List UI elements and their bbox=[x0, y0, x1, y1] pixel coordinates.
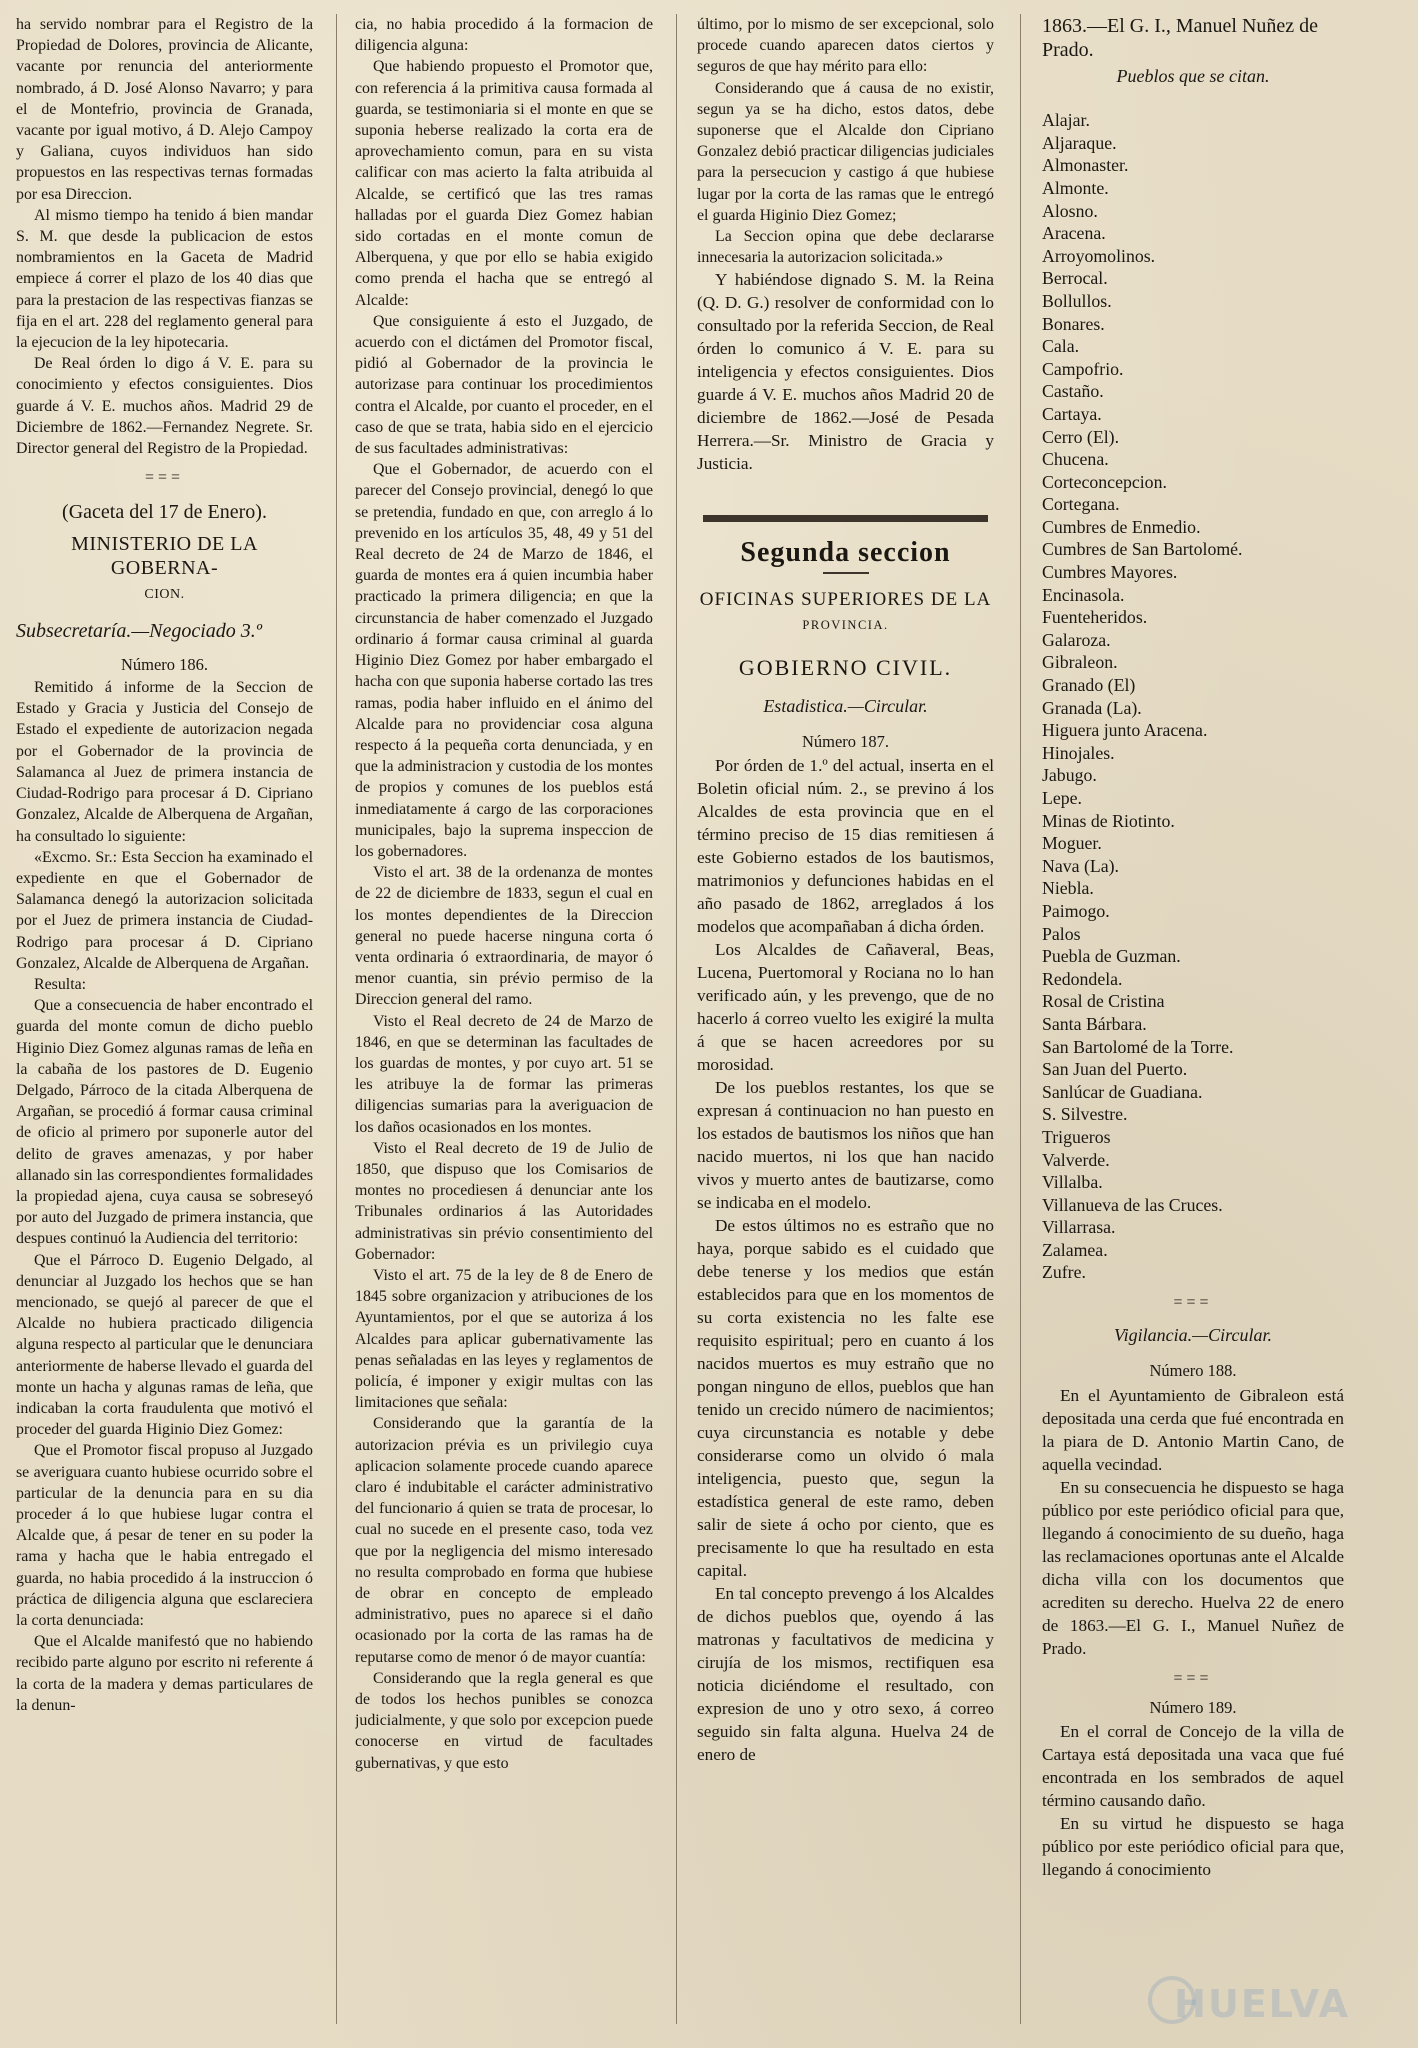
paragraph: ha servido nombrar para el Registro de la Propiedad de Dolores, provincia de Alicante, vacante por renuncia del anteriormente nombrado, á D. José Alonso Navarro; y para el de Montefrio, provincia de Granada, vacante por igual motivo, á D. Alejo Campoy y Galiana, cuyos individuos han sido propuestos en las respectivas ternas formadas por esa Direccion. bbox=[16, 16, 313, 203]
paragraph: De Real órden lo digo á V. E. para su conocimiento y efectos consiguientes. Dios guarde á V. E. muchos años. Madrid 29 de Diciembre de 1862.—Fernandez Negrete. Sr. Director general del Registro de la Propiedad. bbox=[16, 355, 313, 458]
paragraph: Por órden de 1.º del actual, inserta en el Boletin oficial núm. 2., se previno á los Alcaldes de esta provincia que en el término preciso de 15 dias remitiesen á este Gobierno estados de los bautismos, matrimonios y defunciones habidas en el año pasado de 1862, arreglados á los modelos que acompañaban á dicha órden. bbox=[697, 756, 994, 937]
column-divider bbox=[676, 14, 677, 2024]
town-item: Palos bbox=[1042, 923, 1081, 944]
ministry-heading-line2: CION. bbox=[144, 586, 185, 602]
town-item: Castaño. bbox=[1042, 381, 1104, 402]
town-item: Berrocal. bbox=[1042, 268, 1108, 289]
paragraph: Que habiendo propuesto el Promotor que, con referencia á la primitiva causa formada al guarda, se testimoniaria si el monte en que se suponia heberse realizado la corta era de aprovechamiento comun, para en su vista calificar con mas acierto la falta atribuida al Alcalde, se certificó que las tres ramas halladas por el guarda Diez Gomez habian sido cortadas en el monte comun de Alberquena, y que por ello se habia exigido como prenda el hacha que se entregó al Alcalde: bbox=[355, 58, 653, 309]
town-item: Moguer. bbox=[1042, 833, 1102, 854]
paragraph: En tal concepto prevengo á los Alcaldes de dichos pueblos que, oyendo á las matronas y facultativos de medicina y cirujía de los mismos, rectifiquen esa noticia diciéndome el resultado, con expresion de uno y otro sexo, á correo seguido sin falta alguna. Huelva 24 de enero de bbox=[697, 1584, 994, 1765]
separator: === bbox=[1173, 1669, 1213, 1687]
town-item: Alajar. bbox=[1042, 110, 1090, 131]
paragraph: En su consecuencia he dispuesto se haga público por este periódico oficial para que, llegando á conocimiento de su dueño, haga las reclamaciones oportunas ante el Alcalde dicha villa con los documentos que acrediten su derecho. Huelva 22 de enero de 1863.—El G. I., Manuel Nuñez de Prado. bbox=[1042, 1477, 1344, 1658]
subsecretaria-heading: Subsecretaría.—Negociado 3.º bbox=[16, 619, 262, 642]
paragraph: Considerando que la regla general es que de todos los hechos punibles se conozca judicialmente, y que solo por excepcion puede conocerse en virtud de facultades gubernativas, y que esto bbox=[355, 1669, 653, 1772]
section-heading: Segunda seccion bbox=[740, 537, 951, 569]
town-item: Hinojales. bbox=[1042, 742, 1115, 763]
paragraph: Visto el art. 38 de la ordenanza de montes de 22 de diciembre de 1833, segun el cual en los montes dependientes de la Direccion general no puede hacerse ninguna corta ó venta ordinaria ó extraordinaria, de mayor ó menor cuantia, sin prévio permiso de la Direccion general del ramo. bbox=[355, 864, 653, 1009]
town-item: Cartaya. bbox=[1042, 403, 1102, 424]
town-item: Campofrio. bbox=[1042, 358, 1124, 379]
estadistica-heading: Estadistica.—Circular. bbox=[763, 695, 928, 716]
gobierno-civil-heading: GOBIERNO CIVIL. bbox=[738, 654, 953, 680]
town-item: Aljaraque. bbox=[1042, 132, 1117, 153]
town-item: San Juan del Puerto. bbox=[1042, 1059, 1188, 1080]
town-item: Bollullos. bbox=[1042, 290, 1112, 311]
town-item: Corteconcepcion. bbox=[1042, 471, 1167, 492]
paragraph: «Excmo. Sr.: Esta Seccion ha examinado el expediente en que el Gobernador de Salamanca denegó la autorizacion solicitada por el Juez de primera instancia de Ciudad-Rodrigo para procesar á D. Cipriano Gonzalez, Alcalde de Alberquena de Argañan. bbox=[16, 848, 313, 972]
paragraph: último, por lo mismo de ser excepcional, solo procede cuando aparecen datos ciertos y seguros de que hay mérito para ello: bbox=[697, 16, 994, 76]
column-3 bbox=[697, 14, 994, 1766]
paragraph: De los pueblos restantes, los que se expresan á continuacion no han puesto en los estados de bautismos los niños que han nacido muertos, ni los que han nacido vivos y muerto antes de bautizarse, como se indicaba en el modelo. bbox=[697, 1078, 994, 1213]
paragraph: En el Ayuntamiento de Gibraleon está depositada una cerda que fué encontrada en la piara de D. Antonio Martin Cano, de aquella vecindad. bbox=[1042, 1385, 1344, 1474]
column-2 bbox=[355, 14, 653, 1774]
town-item: Niebla. bbox=[1042, 878, 1094, 899]
paragraph: Y habiéndose dignado S. M. la Reina (Q. D. G.) resolver de conformidad con lo consultado por la referida Seccion, de Real órden lo comunico á V. E. para su inteligencia y efectos consiguientes. Dios guarde á V. E. muchos años Madrid 20 de diciembre de 1862.—José de Pesada Herrera.—Sr. Ministro de Gracia y Justicia. bbox=[697, 270, 994, 474]
watermark: HUELVA bbox=[1174, 1982, 1350, 2026]
paragraph: Visto el art. 75 de la ley de 8 de Enero de 1845 sobre organizacion y atribuciones de los Ayuntamientos, por el que se autoriza á los Alcaldes para aplicar gubernativamente las penas señaladas en las leyes y reglamentos de policía, é imponer y exigir multas con las limitaciones que señala: bbox=[355, 1266, 653, 1412]
paragraph: Que el Párroco D. Eugenio Delgado, al denunciar al Juzgado los hechos que se han mencionado, se quejó al parecer de que el Alcalde no hubiera practicado diligencia alguna respecto al particular que le denunciara anteriormente de haberse llevado el guarda del monte un hacha y algunas ramas de leña, que indicaban la corta fraudulenta que motivó el proceder del guarda Higinio Diez Gomez: bbox=[16, 1251, 313, 1439]
towns-list-title: Pueblos que se citan. bbox=[1116, 66, 1270, 86]
notice-number: Número 186. bbox=[120, 654, 209, 674]
town-item: Bonares. bbox=[1042, 313, 1105, 334]
town-item: Lepe. bbox=[1042, 788, 1082, 809]
paragraph: Que consiguiente á esto el Juzgado, de acuerdo con el dictámen del Promotor fiscal, pidió al Gobernador de la provincia le autorizase para continuar los procedimientos contra el Alcalde, por cuanto el proceder, en el caso de que se trata, habia sido en el ejercicio de sus facultades administrativas: bbox=[355, 312, 653, 458]
town-item: Cerro (El). bbox=[1042, 426, 1120, 447]
town-item: Higuera junto Aracena. bbox=[1042, 720, 1208, 741]
town-item: Santa Bárbara. bbox=[1042, 1013, 1147, 1034]
notice-number: Número 188. bbox=[1149, 1361, 1237, 1381]
column-divider bbox=[1020, 14, 1021, 2024]
town-item: Nava (La). bbox=[1042, 855, 1120, 876]
section-rule bbox=[703, 515, 988, 522]
town-item: Villanueva de las Cruces. bbox=[1042, 1194, 1223, 1215]
ministry-heading-line1: MINISTERIO DE LA GOBERNA- bbox=[71, 532, 258, 579]
town-item: Puebla de Guzman. bbox=[1042, 946, 1181, 967]
paragraph: Que el Gobernador, de acuerdo con el parecer del Consejo provincial, denegó lo que se pretendia, fundado en que, con arreglo á lo prevenido en los artículos 35, 48, 49 y 51 del Real decreto de 24 de Marzo de 1846, el guarda de montes era á quien incumbia haber practicado la primera diligencia; en que la circunstancia de haber comenzado el Juzgado ordinario á formar causa criminal al guarda Higinio Diez Gomez por haber embargado el hacha con que suponia haberse cortado las tres ramas, podia haber influido en el ánimo del Alcalde para no providenciar cosa alguna respecto á la pequeña corta denunciada, y en que la administracion y custodia de los montes de propios y comunes de los pueblos está inmediatamente á cargo de las corporaciones municipales, bajo la suprema inspeccion de los gobernadores. bbox=[355, 461, 653, 860]
town-item: Cumbres de San Bartolomé. bbox=[1042, 539, 1243, 560]
offices-heading-line1: OFICINAS SUPERIORES DE LA bbox=[699, 588, 992, 610]
paragraph: En el corral de Concejo de la villa de Cartaya está depositada una vaca que fué encontrada en los sembrados de aquel término causando daño. bbox=[1042, 1722, 1344, 1811]
towns-list bbox=[1042, 109, 1344, 1284]
town-item: Fuenteheridos. bbox=[1042, 607, 1148, 628]
town-item: Almonte. bbox=[1042, 177, 1109, 198]
town-item: Redondela. bbox=[1042, 968, 1123, 989]
town-item: Paimogo. bbox=[1042, 900, 1110, 921]
column-1 bbox=[16, 14, 313, 1716]
town-item: Cala. bbox=[1042, 336, 1080, 357]
town-item: Alosno. bbox=[1042, 200, 1098, 221]
town-item: Minas de Riotinto. bbox=[1042, 810, 1175, 831]
town-item: Cumbres de Enmedio. bbox=[1042, 516, 1201, 537]
paragraph: Los Alcaldes de Cañaveral, Beas, Lucena, Puertomoral y Rociana no lo han verificado aún, y les prevengo, que de no hacerlo á correo vuelto les exigiré la multa á que se hacen acreedores por su morosidad. bbox=[697, 940, 994, 1075]
town-item: Arroyomolinos. bbox=[1042, 245, 1156, 266]
town-item: Cortegana. bbox=[1042, 494, 1120, 515]
town-item: Galaroza. bbox=[1042, 629, 1111, 650]
ministry-heading bbox=[16, 532, 313, 607]
paragraph: Que el Promotor fiscal propuso al Juzgado se averiguara cuanto hubiese ocurrido sobre el particular de la denuncia para en su dia proceder á lo que hubiese lugar contra el Alcalde que, á pesar de tener en su poder la rama y hacha que le habia entregado el guarda, no habia procedido á la instruccion ó práctica de diligencia alguna que esclareciera la corta denunciada: bbox=[16, 1442, 313, 1630]
separator: === bbox=[145, 469, 184, 487]
town-item: Cumbres Mayores. bbox=[1042, 562, 1178, 583]
signature-line: 1863.—El G. I., Manuel Nuñez de Prado. bbox=[1042, 15, 1319, 61]
town-item: Aracena. bbox=[1042, 223, 1106, 244]
paragraph: Visto el Real decreto de 19 de Julio de 1850, que dispuso que los Comisarios de montes no procediesen á denunciar ante los Tribunales ordinarios á las Autoridades administrativas sin prévio consentimiento del Gobernador: bbox=[355, 1139, 653, 1263]
column-4 bbox=[1042, 14, 1344, 1881]
town-item: Granada (La). bbox=[1042, 697, 1142, 718]
notice-number: Número 189. bbox=[1149, 1697, 1237, 1717]
paragraph: De estos últimos no es estraño que no haya, porque sabido es el cuidado que debe tenerse y los medios que están establecidos para que en los momentos de su corta existencia no les falte ese requisito espiritual; pero en cuanto á los nacidos muertos es muy estraño que no pongan ninguno de ellos, pueblos que han tenido un crecido número de nacimientos; cuya circunstancia es notable y debe considerarse como un olvido ó mala inteligencia, puesto que, segun la estadística general de este ramo, deben salir de siete á ocho por ciento, que es precisamente lo que ha resultado en esta capital. bbox=[697, 1216, 994, 1581]
town-item: Trigueros bbox=[1042, 1126, 1111, 1147]
town-item: Zufre. bbox=[1042, 1262, 1086, 1283]
column-divider bbox=[336, 14, 337, 2024]
town-item: Valverde. bbox=[1042, 1149, 1110, 1170]
town-item: Chucena. bbox=[1042, 449, 1109, 470]
gazette-date-heading: (Gaceta del 17 de Enero). bbox=[62, 501, 267, 524]
paragraph: En su virtud he dispuesto se haga público por este periódico oficial para que, llegando á conocimiento bbox=[1042, 1814, 1344, 1880]
town-item: S. Silvestre. bbox=[1042, 1104, 1128, 1125]
vigilancia-heading: Vigilancia.—Circular. bbox=[1113, 1325, 1272, 1346]
notice-number: Número 187. bbox=[801, 732, 890, 752]
town-item: Gibraleon. bbox=[1042, 652, 1118, 673]
paragraph: cia, no habia procedido á la formacion de diligencia alguna: bbox=[355, 16, 653, 55]
town-item: Sanlúcar de Guadiana. bbox=[1042, 1081, 1203, 1102]
town-item: Villalba. bbox=[1042, 1172, 1103, 1193]
town-item: Almonaster. bbox=[1042, 155, 1129, 176]
paragraph: Resulta: bbox=[34, 975, 87, 993]
paragraph: Considerando que la garantía de la autorizacion prévia es un privilegio cuya aplicacion solamente procede cuando aparece claro é indubitable el carácter administrativo del funcionario á quien se trata de procesar, lo cual no sucede en el presente caso, toda vez que por la negligencia del mismo interesado no resulta comprobado en forma que hubiese de obrar en concepto de empleado administrativo, pues no aparece si el daño ocasionado por la corta de las ramas ha de reputarse como de menor ó de mayor cuantía: bbox=[355, 1415, 653, 1666]
paragraph: Remitido á informe de la Seccion de Estado y Gracia y Justicia del Consejo de Estado el expediente de autorizacion negada por el Gobernador de la provincia de Salamanca al Juez de primera instancia de Ciudad-Rodrigo para procesar á D. Cipriano Gonzalez, Alcalde de Alberquena de Argañan, ha consultado lo siguiente: bbox=[16, 679, 313, 845]
short-rule bbox=[823, 572, 869, 574]
paragraph: Al mismo tiempo ha tenido á bien mandar S. M. que desde la publicacion de estos nombramientos en la Gaceta de Madrid empiece á correr el plazo de los 40 dias que para la prestacion de las respectivas fianzas se fija en el art. 228 del reglamento general para la ejecucion de la ley hipotecaria. bbox=[16, 206, 313, 352]
town-item: Jabugo. bbox=[1042, 765, 1097, 786]
town-item: Encinasola. bbox=[1042, 584, 1125, 605]
town-item: Granado (El) bbox=[1042, 675, 1136, 696]
town-item: San Bartolomé de la Torre. bbox=[1042, 1036, 1234, 1057]
paragraph: La Seccion opina que debe declararse innecesaria la autorizacion solicitada.» bbox=[697, 228, 994, 267]
town-item: Villarrasa. bbox=[1042, 1217, 1116, 1238]
paragraph: Que el Alcalde manifestó que no habiendo recibido parte alguno por escrito ni referente á la corta de la madera y demas particulares de la denun- bbox=[16, 1633, 313, 1714]
paragraph: Que a consecuencia de haber encontrado el guarda del monte comun de dicho pueblo Higinio Diez Gomez algunas ramas de leña en la cabaña de los pastores de D. Eugenio Delgado, Párroco de la citada Alberquena de Argañan, se procedió á formar causa criminal de oficio al primero por suponerle autor del delito de graves amenazas, y por haber allanado sin las correspondientes formalidades la propiedad ajena, cuya causa se sobreseyó por auto del Juzgado de primera instancia, que despues continuó la Audiencia del territorio: bbox=[16, 997, 313, 1248]
paragraph: Considerando que á causa de no existir, segun ya se ha dicho, estos datos, debe suponerse que el Alcalde don Cipriano Gonzalez debió practicar diligencias judiciales para la persecucion y castigo á que hubiese lugar por la corta de las ramas que le entregó el guarda Higinio Diez Gomez; bbox=[697, 79, 994, 224]
offices-heading bbox=[697, 588, 994, 637]
paragraph: Visto el Real decreto de 24 de Marzo de 1846, en que se determinan las facultades de los guardas de montes, y por cuyo art. 51 se les atribuye la de formar las primeras diligencias sumarias para la averiguacion de los daños ocasionados en los montes. bbox=[355, 1012, 653, 1136]
separator: === bbox=[1173, 1294, 1213, 1312]
offices-heading-line2: PROVINCIA. bbox=[802, 617, 889, 632]
town-item: Zalamea. bbox=[1042, 1239, 1108, 1260]
town-item: Rosal de Cristina bbox=[1042, 991, 1165, 1012]
